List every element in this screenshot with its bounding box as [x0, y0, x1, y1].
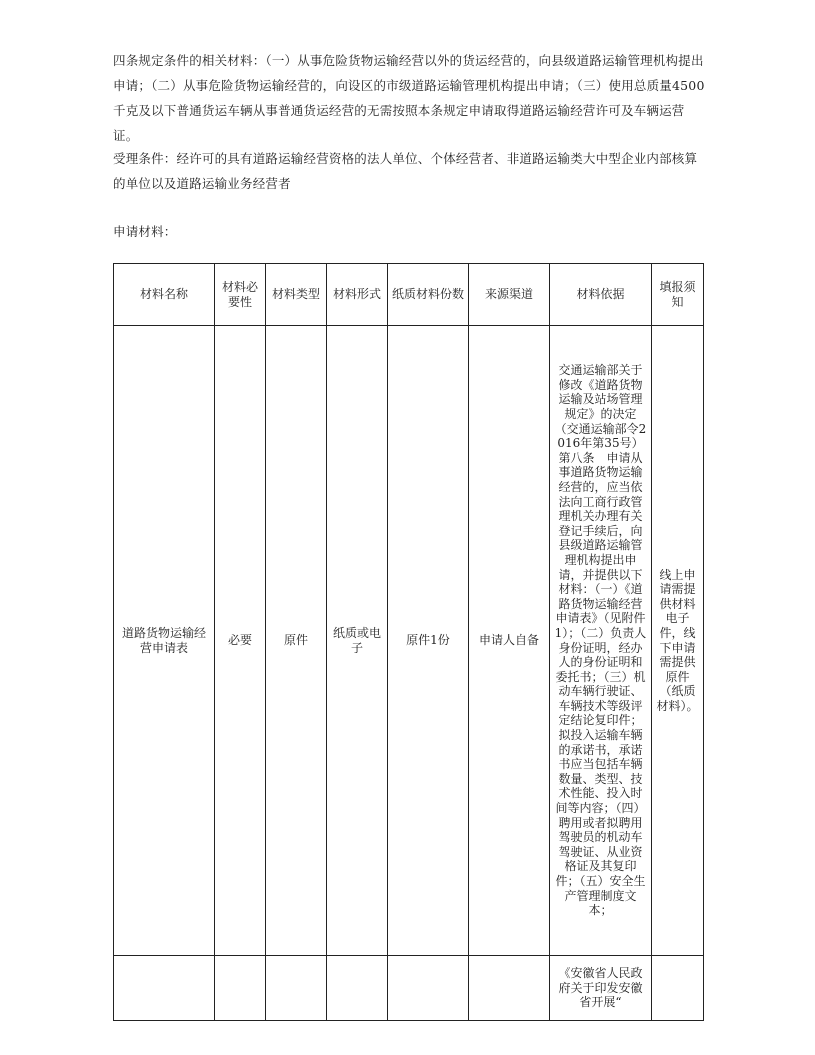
cell-basis: 《安徽省人民政府关于印发安徽省开展“	[550, 956, 652, 1021]
cell-material-name: 道路货物运输经营申请表	[114, 326, 215, 956]
header-material-form: 材料形式	[327, 264, 388, 326]
table-row	[114, 956, 704, 1021]
table-header-row	[114, 264, 704, 326]
cell-paper-copies	[388, 956, 469, 1021]
cell-paper-copies: 原件1份	[388, 326, 469, 956]
table-row	[114, 326, 704, 956]
header-material-name: 材料名称	[114, 264, 215, 326]
acceptance-conditions-paragraph: 受理条件：经许可的具有道路运输经营资格的法人单位、个体经营者、非道路运输类大中型企业内部核算的单位以及道路运输业务经营者	[113, 151, 698, 191]
cell-notes	[652, 956, 704, 1021]
application-materials-heading: 申请材料：	[113, 224, 177, 239]
cell-necessity: 必要	[215, 326, 266, 956]
header-notes: 填报须知	[652, 264, 704, 326]
cell-necessity	[215, 956, 266, 1021]
header-necessity: 材料必要性	[215, 264, 266, 326]
header-material-type: 材料类型	[266, 264, 327, 326]
cell-material-form: 纸质或电子	[327, 326, 388, 956]
header-paper-copies: 纸质材料份数	[388, 264, 469, 326]
cell-basis: 交通运输部关于修改《道路货物运输及站场管理规定》的决定（交通运输部令2016年第35号）第八条 申请从事道路货物运输经营的，应当依法向工商行政管理机关办理有关登记手续后，向县级道路运输管理机构提出申请，并提供以下材料：（一）《道路货物运输经营申请表》（见附件1）；（二）负责人身份证明，经办人的身份证明和委托书；（三）机动车辆行驶证、车辆技术等级评定结论复印件；拟投入运输车辆的承诺书，承诺书应当包括车辆数量、类型、技术性能、投入时间等内容；（四）聘用或者拟聘用驾驶员的机动车驾驶证、从业资格证及其复印件；（五）安全生产管理制度文本；	[550, 326, 652, 956]
cell-material-form	[327, 956, 388, 1021]
cell-material-type: 原件	[266, 326, 327, 956]
header-basis: 材料依据	[550, 264, 652, 326]
cell-notes: 线上申请需提供材料电子件，线下申请需提供原件（纸质材料）。	[652, 326, 704, 956]
conditions-paragraph: 四条规定条件的相关材料：（一）从事危险货物运输经营以外的货运经营的，向县级道路运输管理机构提出申请；（二）从事危险货物运输经营的，向设区的市级道路运输管理机构提出申请；（三）使用总质量4500千克及以下普通货运车辆从事普通货运经营的无需按照本条规定申请取得道路运输经营许可及车辆运营证。	[113, 53, 705, 143]
cell-material-name	[114, 956, 215, 1021]
cell-source-channel: 申请人自备	[469, 326, 550, 956]
materials-table	[113, 263, 704, 1021]
header-source-channel: 来源渠道	[469, 264, 550, 326]
cell-material-type	[266, 956, 327, 1021]
cell-source-channel	[469, 956, 550, 1021]
